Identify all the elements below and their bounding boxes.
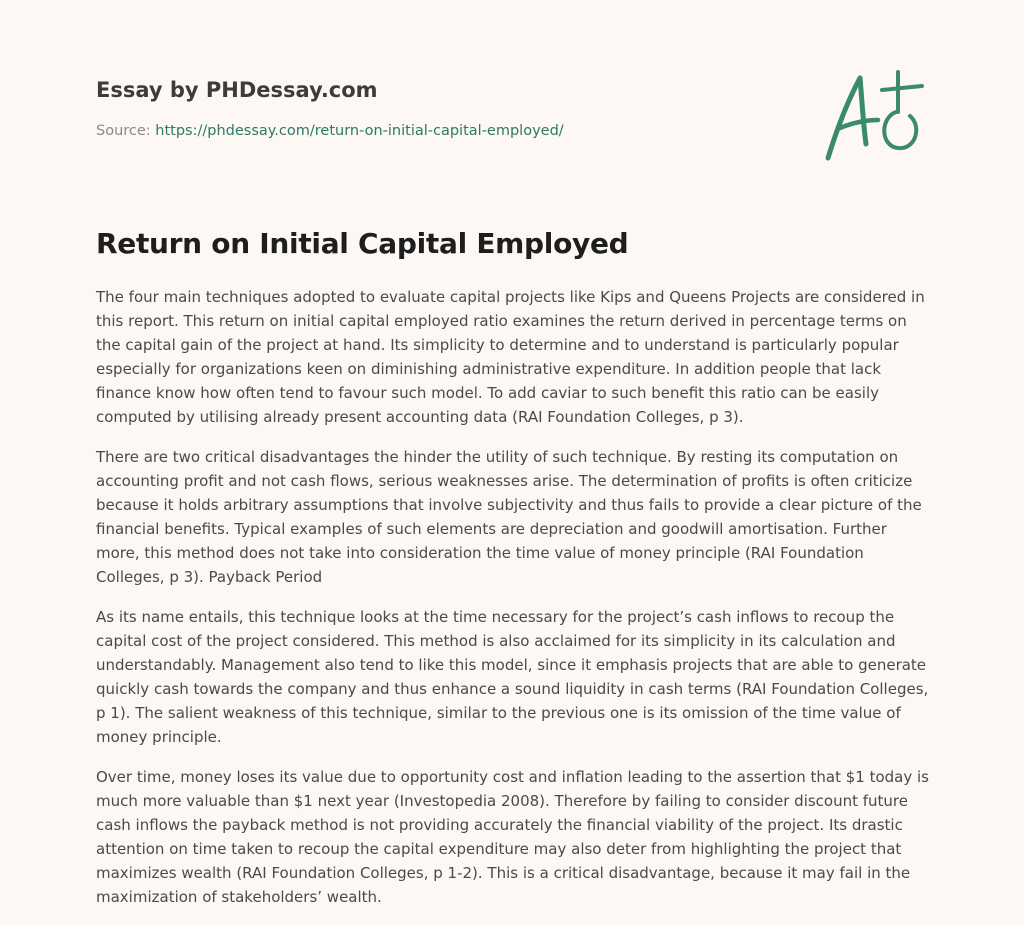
article-body [96, 285, 932, 925]
site-title: Essay by PHDessay.com [96, 78, 378, 102]
article-paragraph: Over time, money loses its value due to opportunity cost and inflation leading to the assertion that $1 today is much more valuable than $1 next year (Investopedia 2008). Therefore by failing to consider discount future cash inflows the payback method is not providing accurately the financial viability of the project. Its drastic attention on time taken to recoup the capital expenditure may also deter from highlighting the project that maximizes wealth (RAI Foundation Colleges, p 1-2). This is a critical disadvantage, because it may fail in the maximization of stakeholders’ wealth. [96, 768, 929, 906]
source-label: Source: [96, 123, 156, 139]
article-paragraph: As its name entails, this technique looks at the time necessary for the project’s cash inflows to recoup the capital cost of the project considered. This method is also acclaimed for its simplicity in its calculation and understandably. Management also tend to like this model, since it emphasis projects that are able to generate quickly cash towards the company and thus enhance a sound liquidity in cash terms (RAI Foundation Colleges, p 1). The salient weakness of this technique, similar to the previous one is its omission of the time value of money principle. [96, 608, 929, 746]
a-plus-logo-icon [818, 66, 928, 166]
article-paragraph: The four main techniques adopted to evaluate capital projects like Kips and Queens Projects are considered in this report. This return on initial capital employed ratio examines the return derived in percentage terms on the capital gain of the project at hand. Its simplicity to determine and to understand is particularly popular especially for organizations keen on diminishing administrative expenditure. In addition people that lack finance know how often tend to favour such model. To add caviar to such benefit this ratio can be easily computed by utilising already present accounting data (RAI Foundation Colleges, p 3). [96, 288, 925, 426]
page-title: Return on Initial Capital Employed [96, 227, 629, 260]
source-link[interactable]: https://phdessay.com/return-on-initial-capital-employed/ [155, 123, 564, 139]
source-line [96, 121, 796, 141]
page-header [96, 76, 796, 141]
article-paragraph: There are two critical disadvantages the hinder the utility of such technique. By resting its computation on accounting profit and not cash flows, serious weaknesses arise. The determination of profits is often criticize because it holds arbitrary assumptions that involve subjectivity and thus fails to provide a clear picture of the financial benefits. Typical examples of such elements are depreciation and goodwill amortisation. Further more, this method does not take into consideration the time value of money principle (RAI Foundation Colleges, p 3). Payback Period [96, 448, 922, 586]
